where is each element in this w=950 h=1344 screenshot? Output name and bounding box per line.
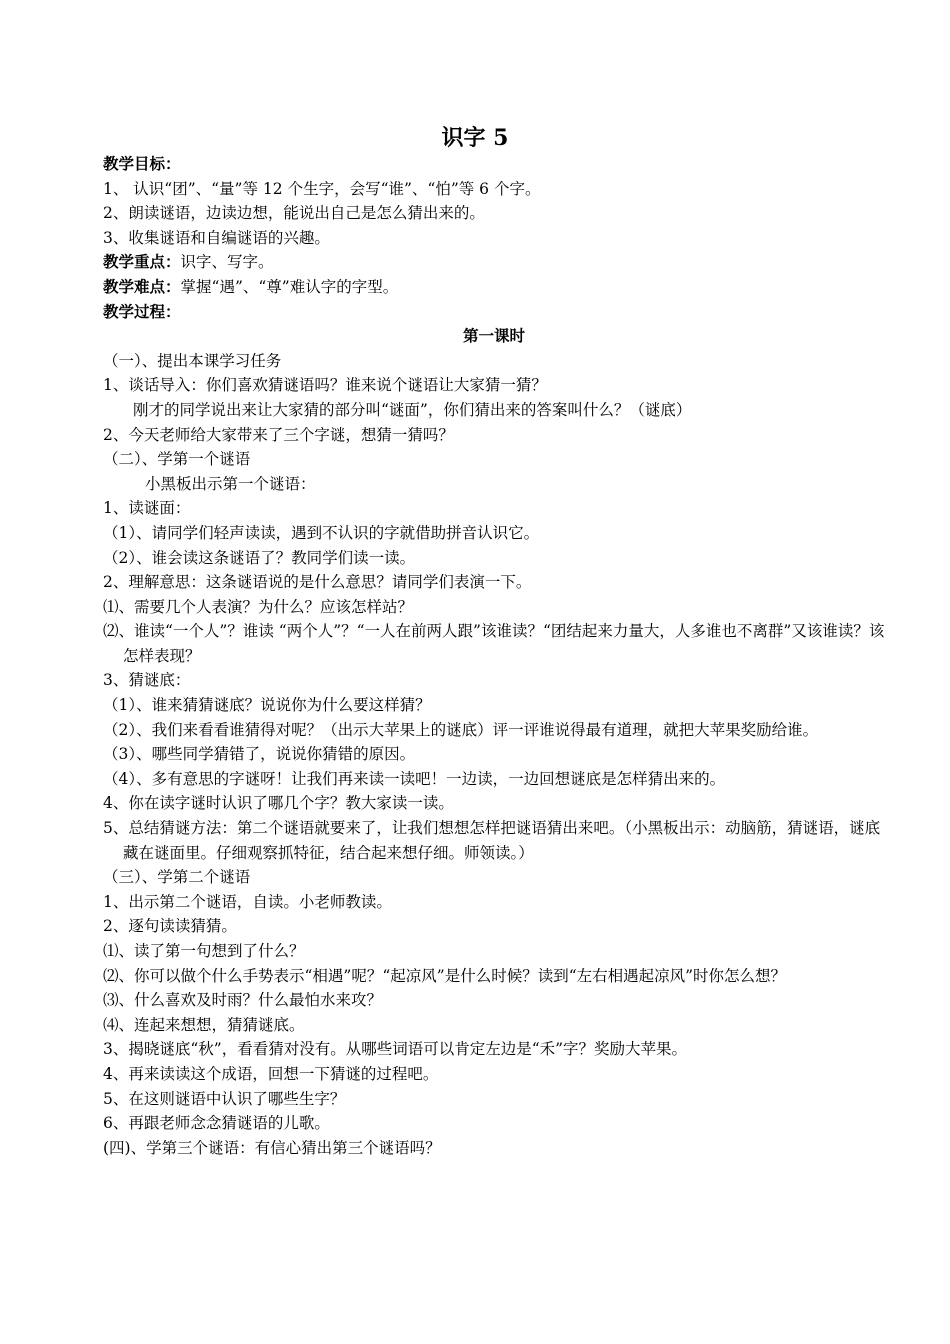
- section-line: 1、读谜面：: [103, 499, 191, 518]
- difficulty-text: 掌握“遇”、“尊”难认字的字型。: [180, 277, 399, 296]
- objective-item: 2、朗读谜语，边读边想，能说出自己是怎么猜出来的。: [103, 204, 485, 223]
- section-line: ⑵、谁读“一个人”？谁读 “两个人”？“一人在前两人跟”该谁读？“团结起来力量大，人多谁也不离群”又该谁读？该怎样表现？: [103, 622, 885, 665]
- section-title: （三）、学第二个谜语: [103, 868, 251, 887]
- section-line: ⑴、读了第一句想到了什么？: [103, 942, 305, 960]
- section-line: ⑵、你可以做个什么手势表示“相遇”呢？“起凉风”是什么时候？读到“左右相遇起凉风”时你怎么想？: [103, 966, 787, 985]
- section-line: （1）、谁来猜猜谜底？说说你为什么要这样猜？: [103, 696, 431, 715]
- section-line: （3）、哪些同学猜错了，说说你猜错的原因。: [103, 745, 416, 764]
- section-line: （4）、多有意思的字谜呀！让我们再来读一读吧！一边读，一边回想谜底是怎样猜出来的。: [103, 769, 726, 788]
- section-line: 1、谈话导入：你们喜欢猜谜语吗？谁来说个谜语让大家猜一猜？: [103, 376, 547, 395]
- section-line: 1、出示第二个谜语，自读。小老师教读。: [103, 892, 392, 911]
- section-line: （1）、请同学们轻声读读，遇到不认识的字就借助拼音认识它。: [103, 523, 540, 542]
- document-title: 识字 5: [441, 125, 509, 151]
- objective-item: 3、收集谜语和自编谜语的兴趣。: [103, 228, 330, 247]
- section-title: （一）、提出本课学习任务: [103, 351, 282, 370]
- key-points-row: [103, 250, 885, 275]
- section-line: ⑷、连起来想想，猜猜谜底。: [103, 1015, 305, 1034]
- section-line: 2、逐句读读猜猜。: [103, 917, 237, 936]
- section-line: 5、总结猜谜方法：第二个谜语就要来了，让我们想想怎样把谜语猜出来吧。（小黑板出示：动脑筋，猜谜语，谜底藏在谜面里。仔细观察抓特征，结合起来想仔细。师领读。）: [103, 819, 881, 862]
- objective-item: 1、 认识“团”、“量”等 12 个生字，会写“谁”、“怕”等 6 个字。: [103, 179, 541, 198]
- process-label: 教学过程：: [103, 301, 181, 321]
- objectives-label: 教学目标：: [103, 154, 181, 173]
- section-line: 4、再来读读这个成语，回想一下猜谜的过程吧。: [103, 1064, 439, 1083]
- section-line: 刚才的同学说出来让大家猜的部分叫“谜面”，你们猜出来的答案叫什么？（谜底）: [133, 400, 692, 419]
- section-line: 4、你在读字谜时认识了哪几个字？教大家读一读。: [103, 794, 454, 813]
- section-line: 2、理解意思：这条谜语说的是什么意思？请同学们表演一下。: [103, 573, 532, 592]
- section-line: 3、猜谜底：: [103, 671, 191, 690]
- key-points-text: 识字、写字。: [180, 253, 274, 272]
- section-line: 5、在这则谜语中认识了哪些生字？: [103, 1089, 346, 1108]
- section-line: 2、今天老师给大家带来了三个字谜，想猜一猜吗？: [103, 425, 454, 444]
- difficulty-label: 教学难点：: [103, 276, 181, 296]
- section-line: （2）、谁会读这条谜语了？教同学们读一读。: [103, 548, 416, 567]
- section-title: （二）、学第一个谜语: [103, 450, 251, 469]
- section-title: (四)、学第三个谜语：有信心猜出第三个谜语吗？: [103, 1138, 441, 1157]
- document-content: [103, 152, 885, 1160]
- section-line: 6、再跟老师念念猜谜语的儿歌。: [103, 1114, 330, 1133]
- lesson-heading: 第一课时: [462, 326, 525, 346]
- key-points-label: 教学重点：: [103, 252, 181, 272]
- difficulty-row: [103, 275, 885, 300]
- section-line: （2）、我们来看看谁猜得对呢？（出示大苹果上的谜底）评一评谁说得最有道理，就把大苹果奖励给谁。: [103, 720, 819, 739]
- section-line: ⑶、什么喜欢及时雨？什么最怕水来攻？: [103, 991, 383, 1010]
- section-line: 3、揭晓谜底“秋”，看看猜对没有。从哪些词语可以肯定左边是“禾”字？奖励大苹果。: [103, 1040, 688, 1059]
- section-intro: 小黑板出示第一个谜语：: [145, 474, 316, 493]
- section-line: ⑴、需要几个人表演？为什么？应该怎样站？: [103, 597, 414, 616]
